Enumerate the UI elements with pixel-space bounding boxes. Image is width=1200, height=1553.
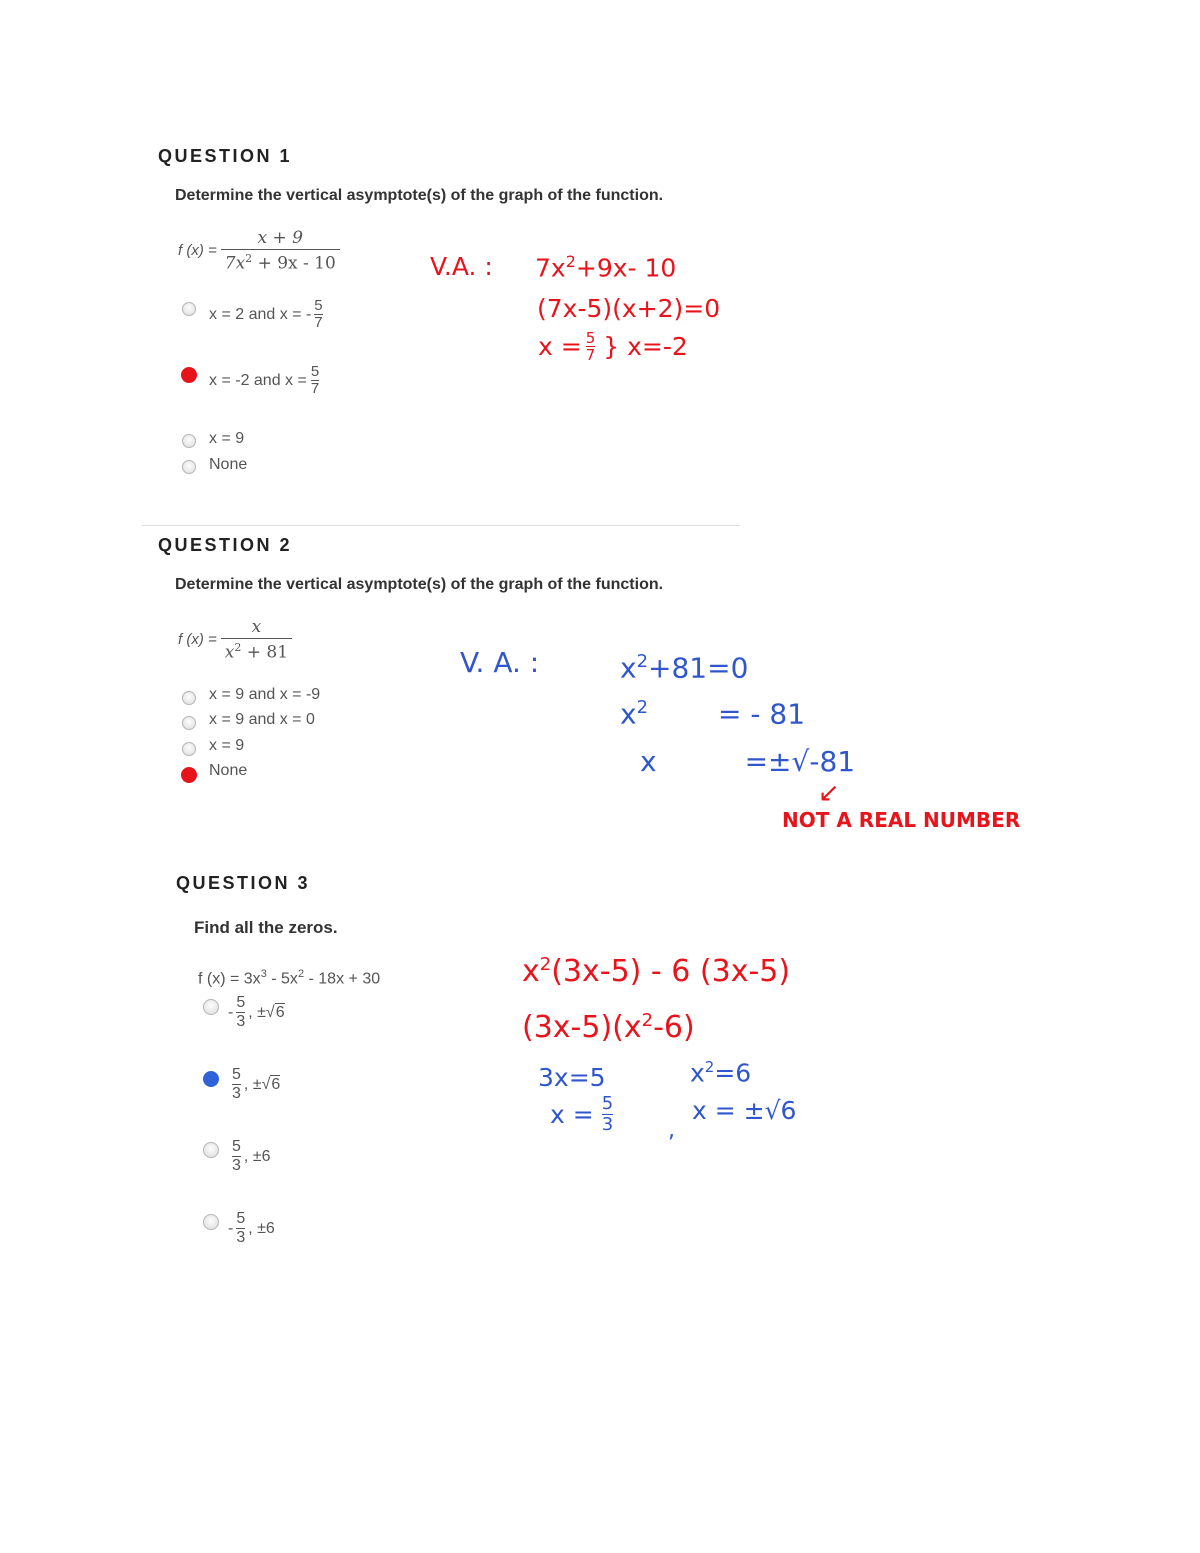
- q1-option-4-radio[interactable]: [182, 460, 196, 474]
- q3-note-line-1: $x^2(3x-5) - 6$ (3x-5): [522, 954, 791, 989]
- q3-note-line-4-left: x = $\frac{5}{3}$: [550, 1093, 614, 1135]
- fraction: $\frac{5}{3}$: [601, 1093, 614, 1135]
- q2-option-4-label[interactable]: None: [209, 762, 248, 779]
- q1-option-1-label[interactable]: x = 2 and x = - $\frac{5}{7}$: [209, 297, 323, 331]
- function-denominator: $x^2 + 81$: [221, 638, 292, 663]
- q2-note-line-2: $x^2$ = - 81: [620, 697, 806, 731]
- q1-note-line-1: $7x^2+9x-$ 10: [535, 252, 677, 283]
- q2-option-2-label[interactable]: x = 9 and x = 0: [209, 711, 315, 728]
- fraction: $\frac{5}{3}$: [236, 1210, 246, 1246]
- question-1-heading: QUESTION 1: [158, 146, 293, 166]
- question-divider: [142, 525, 740, 526]
- function-fraction: [221, 617, 292, 663]
- function-numerator: x + 9: [257, 228, 304, 248]
- q3-option-3-label[interactable]: $\frac{5}{3}$ , ±6: [232, 1138, 271, 1174]
- q2-option-2-radio[interactable]: [182, 716, 196, 730]
- q2-option-1-radio[interactable]: [182, 691, 196, 705]
- function-fraction: [221, 228, 340, 274]
- function-denominator: $7x^2 + 9x - 10$: [221, 249, 340, 274]
- question-2-heading: QUESTION 2: [158, 535, 293, 555]
- q2-option-3-radio[interactable]: [182, 742, 196, 756]
- q1-note-label: V.A. :: [430, 252, 493, 281]
- question-3-heading: QUESTION 3: [176, 873, 311, 893]
- q1-option-4-label[interactable]: None: [209, 456, 248, 473]
- q1-option-2-radio-selected[interactable]: [181, 367, 197, 383]
- question-1-function: [178, 228, 340, 274]
- fraction: $\frac{5}{7}$: [585, 329, 596, 364]
- q2-note-line-3: x =±√-81: [640, 745, 856, 778]
- q1-option-3-radio[interactable]: [182, 434, 196, 448]
- q3-option-3-radio[interactable]: [203, 1142, 219, 1158]
- question-3-prompt: Find all the zeros.: [194, 918, 338, 937]
- q2-note-label: V. A. :: [460, 646, 540, 679]
- fraction: $\frac{5}{7}$: [314, 297, 323, 331]
- fraction: $\frac{5}{3}$: [236, 994, 246, 1030]
- q1-note-line-2: (7x-5)(x+2)=0: [537, 294, 721, 323]
- q3-option-1-label[interactable]: - $\frac{5}{3}$ , ±√ 6: [228, 994, 285, 1030]
- q2-option-4-radio-selected[interactable]: [181, 767, 197, 783]
- function-numerator: x: [251, 617, 262, 637]
- q1-option-3-label[interactable]: x = 9: [209, 430, 245, 447]
- q1-option-2-label[interactable]: x = -2 and x = $\frac{5}{7}$: [209, 363, 320, 397]
- q3-option-4-label[interactable]: - $\frac{5}{3}$ , ±6: [228, 1210, 275, 1246]
- question-2-function: [178, 617, 292, 663]
- q3-note-line-4-right: x = ±√6: [692, 1096, 797, 1125]
- q3-note-line-3-left: 3x=5: [538, 1063, 606, 1092]
- q3-option-1-radio[interactable]: [203, 999, 219, 1015]
- q2-note-line-1: $x^2+81=0$: [620, 651, 749, 685]
- q2-option-1-label[interactable]: x = 9 and x = -9: [209, 686, 321, 703]
- function-lhs: f (x) =: [178, 242, 217, 260]
- q3-note-line-2: $(3x-5)(x^2-6)$: [522, 1010, 695, 1045]
- fraction: $\frac{5}{3}$: [232, 1138, 241, 1174]
- q2-option-3-label[interactable]: x = 9: [209, 737, 245, 754]
- q3-note-comma: ,: [668, 1118, 675, 1143]
- question-2-prompt: Determine the vertical asymptote(s) of the graph of the function.: [175, 576, 664, 593]
- q2-note-remark: NOT A REAL NUMBER: [782, 808, 1021, 832]
- q1-note-line-3: x = $\frac{5}{7}$ } x=-2: [538, 329, 688, 364]
- q3-option-2-label[interactable]: $\frac{5}{3}$ , ±√ 6: [232, 1066, 281, 1102]
- q3-option-2-radio-selected[interactable]: [203, 1071, 219, 1087]
- question-1-prompt: Determine the vertical asymptote(s) of the graph of the function.: [175, 187, 664, 204]
- fraction: $\frac{5}{7}$: [310, 363, 320, 397]
- q2-note-arrow: ↙: [818, 778, 840, 808]
- q1-option-1-radio[interactable]: [182, 302, 196, 316]
- fraction: $\frac{5}{3}$: [232, 1066, 241, 1102]
- q3-note-line-3-right: $x^2=6$: [690, 1058, 752, 1088]
- q3-option-4-radio[interactable]: [203, 1214, 219, 1230]
- function-lhs: f (x) =: [178, 631, 217, 649]
- question-3-function: f $(x) = 3x^3 - 5x^2 - 18x + 30$: [198, 968, 381, 988]
